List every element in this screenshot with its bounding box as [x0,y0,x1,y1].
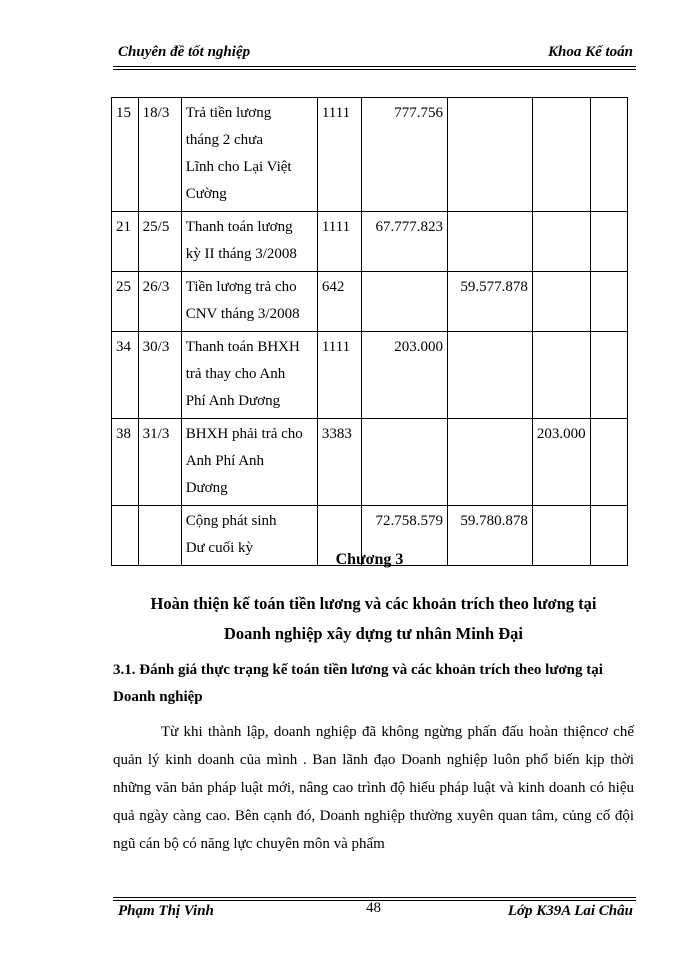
description-line: trả thay cho Anh [185,366,286,382]
header-left: Chuyên đề tốt nghiệp [118,44,251,60]
cell-number: 15 [112,98,139,212]
cell-empty [590,272,627,332]
description-line: Thanh toán lương [185,219,293,235]
cell-empty [590,332,627,419]
cell-credit-2 [532,332,590,419]
description-line: Anh Phí Anh [185,453,265,469]
cell-debit: 67.777.823 [362,212,448,272]
cell-number: 34 [112,332,139,419]
description-line: CNV tháng 3/2008 [185,306,300,322]
cell-description [181,419,317,506]
cell-credit [447,332,532,419]
cell-date: 18/3 [138,98,181,212]
cell-debit [362,272,448,332]
page-number: 48 [366,900,381,916]
description-line: kỳ II tháng 3/2008 [185,246,297,262]
cell-account: 1111 [317,212,361,272]
footer-rule-thin [113,897,636,898]
description-line: Lĩnh cho Lại Việt [185,159,292,175]
cell-credit-2 [532,212,590,272]
description-line: Dương [185,480,228,496]
header-right: Khoa Kế toán [547,44,633,60]
table-row [112,419,628,506]
cell-description [181,212,317,272]
cell-credit: 59.577.878 [447,272,532,332]
cell-description [181,272,317,332]
cell-credit-2 [532,98,590,212]
chapter-title [111,589,636,649]
chapter-title-line-2: Doanh nghiệp xây dựng tư nhân Minh Đại [223,624,524,643]
cell-debit [362,419,448,506]
description-line: Tiền lương trả cho [185,279,297,295]
description-line: Thanh toán BHXH [185,339,300,355]
cell-date: 25/5 [138,212,181,272]
cell-account: 3383 [317,419,361,506]
section-heading: 3.1. Đánh giá thực trạng kế toán tiền lương và các khoản trích theo lương tại Doanh nghiệp [113,662,603,705]
cell-credit [447,98,532,212]
footer-class: Lớp K39A Lai Châu [507,903,633,919]
description-line: Trả tiền lương [185,105,272,121]
cell-date: 30/3 [138,332,181,419]
header-rule-thin [113,69,636,70]
paragraph: Từ khi thành lập, doanh nghiệp đã không ngừng phấn đấu hoàn thiệncơ chế quản lý kinh doanh của mình . Ban lãnh đạo Doanh nghiệp luôn phổ biến kịp thời những văn bản pháp luật mới, nâng cao trình độ hiểu pháp luật và kinh doanh có hiệu quả ngày càng cao. Bên cạnh đó, Doanh nghiệp thường xuyên quan tâm, củng cố đội ngũ cán bộ có năng lực chuyên môn và phẩm [113,724,634,852]
ledger-table [111,97,628,566]
cell-number: 25 [112,272,139,332]
body-text [113,718,634,858]
chapter-title-line-1: Hoàn thiện kế toán tiền lương và các khoản trích theo lương tại [150,594,597,613]
description-line: Phí Anh Dương [185,393,281,409]
cell-date: 31/3 [138,419,181,506]
cell-empty [590,419,627,506]
cell-number: 21 [112,212,139,272]
table-row [112,98,628,212]
cell-debit: 72.758.579 [362,506,448,566]
table-row [112,212,628,272]
cell-account: 1111 [317,332,361,419]
description-line: Cộng phát sinh [185,513,277,529]
page-header [113,42,636,66]
table-row [112,272,628,332]
description-line: Cường [185,186,227,202]
cell-credit-2 [532,272,590,332]
description-line: Dư cuối kỳ [185,540,253,556]
cell-date: 26/3 [138,272,181,332]
page-footer [113,900,636,924]
description-line: BHXH phải trả cho [185,426,303,442]
table-row [112,332,628,419]
cell-empty [590,98,627,212]
cell-debit: 777.756 [362,98,448,212]
cell-credit-2: 203.000 [532,419,590,506]
cell-description [181,332,317,419]
cell-empty [590,212,627,272]
description-line: tháng 2 chưa [185,132,263,148]
header-rule [113,66,636,67]
cell-description [181,98,317,212]
ledger-body [112,98,628,566]
cell-number: 38 [112,419,139,506]
cell-credit [447,212,532,272]
cell-credit [447,419,532,506]
cell-debit: 203.000 [362,332,448,419]
cell-account: 1111 [317,98,361,212]
cell-credit: 59.780.878 [447,506,532,566]
cell-account: 642 [317,272,361,332]
footer-author: Phạm Thị Vinh [118,903,214,919]
chapter-heading: Chương 3 [335,551,404,568]
